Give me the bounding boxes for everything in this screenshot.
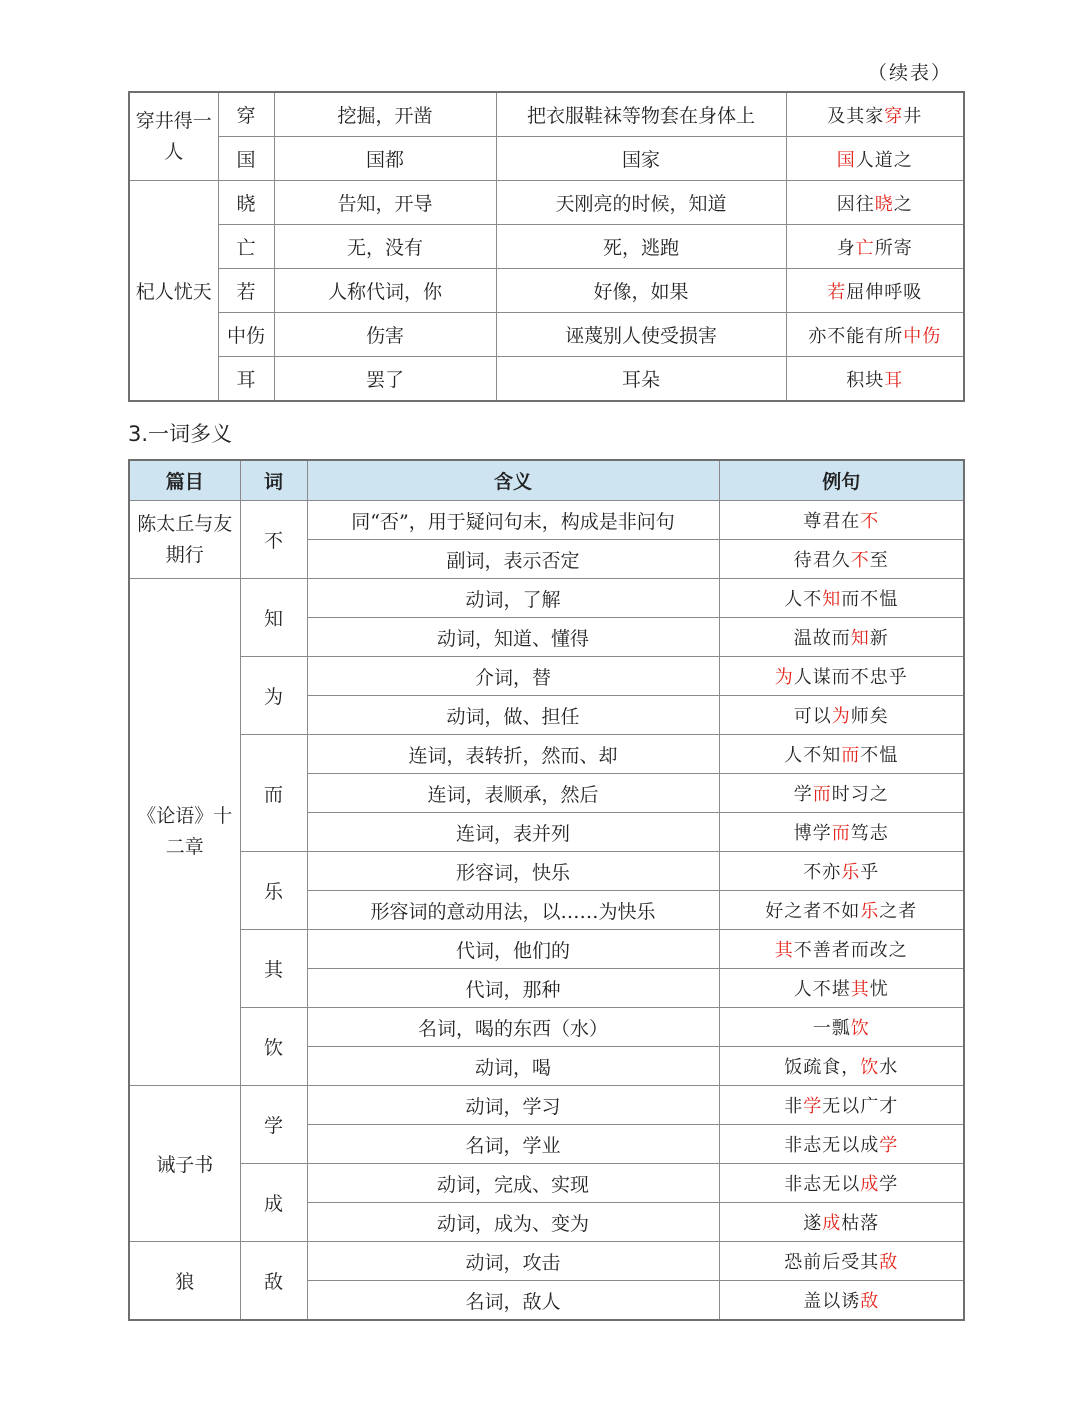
text-title-cell: 狼	[129, 1242, 240, 1321]
example-text: 不善者而改之	[793, 940, 908, 961]
example-text: 学	[879, 1174, 899, 1195]
meaning-cell: 动词，完成、实现	[307, 1164, 719, 1203]
meaning-cell: 动词，攻击	[307, 1242, 719, 1281]
example-text: 枯落	[841, 1213, 880, 1234]
word-cell: 饮	[240, 1008, 307, 1086]
example-text: 尊君在	[803, 511, 861, 532]
table-row	[129, 1008, 964, 1047]
highlighted-word: 国	[836, 149, 856, 171]
example-cell	[719, 969, 964, 1008]
highlighted-word: 而	[831, 823, 851, 844]
text-title-cell: 诫子书	[129, 1086, 240, 1242]
example-cell	[786, 269, 964, 313]
meaning-cell: 代词，他们的	[307, 930, 719, 969]
word-cell: 成	[240, 1164, 307, 1242]
highlighted-word: 若	[827, 281, 847, 303]
modern-meaning-cell: 死，逃跑	[496, 225, 786, 269]
table-row	[129, 225, 964, 269]
word-cell: 若	[218, 269, 274, 313]
example-text: 不愠	[860, 745, 899, 766]
example-cell	[719, 930, 964, 969]
word-cell: 耳	[218, 357, 274, 402]
example-text: 好之者不如	[765, 901, 861, 922]
word-cell: 穿	[218, 92, 274, 137]
text-title-cell: 《论语》十二章	[129, 579, 240, 1086]
highlighted-word: 不	[850, 550, 870, 571]
highlighted-word: 晓	[874, 193, 894, 215]
example-cell	[719, 657, 964, 696]
table-row	[129, 579, 964, 618]
highlighted-word: 饮	[860, 1057, 880, 1078]
polysemy-table	[128, 459, 965, 1321]
table-row	[129, 852, 964, 891]
highlighted-word: 而	[841, 745, 861, 766]
highlighted-word: 学	[879, 1135, 899, 1156]
modern-meaning-cell: 国家	[496, 137, 786, 181]
example-text: 时习之	[831, 784, 889, 805]
meaning-cell: 连词，表并列	[307, 813, 719, 852]
section-title: 3.一词多义	[128, 422, 233, 446]
highlighted-word: 亡	[855, 237, 875, 259]
example-text: 积块	[846, 369, 885, 391]
table-row	[129, 501, 964, 540]
meaning-cell: 副词，表示否定	[307, 540, 719, 579]
highlighted-word: 知	[822, 589, 842, 610]
table-row	[129, 92, 964, 137]
highlighted-word: 耳	[884, 369, 904, 391]
example-cell	[719, 1164, 964, 1203]
example-text: 无以广才	[822, 1096, 899, 1117]
meaning-cell: 动词，成为、变为	[307, 1203, 719, 1242]
ancient-meaning-cell: 人称代词，你	[274, 269, 496, 313]
continued-table-label: （续表）	[867, 62, 952, 84]
example-text: 遂	[803, 1213, 823, 1234]
example-cell	[719, 696, 964, 735]
example-text: 盖以诱	[803, 1291, 861, 1312]
highlighted-word: 学	[803, 1096, 823, 1117]
table-row	[129, 357, 964, 402]
table-row	[129, 181, 964, 225]
table-row	[129, 137, 964, 181]
highlighted-word: 乐	[841, 862, 861, 883]
word-cell: 晓	[218, 181, 274, 225]
example-cell	[719, 852, 964, 891]
example-text: 因往	[836, 193, 875, 215]
highlighted-word: 知	[850, 628, 870, 649]
word-cell: 学	[240, 1086, 307, 1164]
highlighted-word: 为	[774, 667, 794, 688]
example-cell	[719, 1203, 964, 1242]
meaning-cell: 同“否”，用于疑问句末，构成是非问句	[307, 501, 719, 540]
example-text: 非志无以	[784, 1174, 861, 1195]
word-cell: 敌	[240, 1242, 307, 1321]
header-example: 例句	[719, 460, 964, 501]
meaning-cell: 形容词的意动用法，以……为快乐	[307, 891, 719, 930]
modern-meaning-cell: 耳朵	[496, 357, 786, 402]
ancient-modern-meaning-table	[128, 91, 965, 402]
example-text: 之	[893, 193, 913, 215]
highlighted-word: 成	[822, 1213, 842, 1234]
example-text: 水	[879, 1057, 899, 1078]
ancient-meaning-cell: 告知，开导	[274, 181, 496, 225]
meaning-cell: 动词，学习	[307, 1086, 719, 1125]
example-cell	[719, 774, 964, 813]
word-cell: 为	[240, 657, 307, 735]
example-cell	[719, 579, 964, 618]
example-text: 而不愠	[841, 589, 899, 610]
example-cell	[719, 813, 964, 852]
example-text: 身	[836, 237, 856, 259]
meaning-cell: 名词，学业	[307, 1125, 719, 1164]
example-cell	[786, 92, 964, 137]
highlighted-word: 敌	[879, 1252, 899, 1273]
text-title-cell: 穿井得一人	[129, 92, 218, 181]
meaning-cell: 介词，替	[307, 657, 719, 696]
example-cell	[719, 1008, 964, 1047]
word-cell: 国	[218, 137, 274, 181]
table-row	[129, 1164, 964, 1203]
example-text: 井	[903, 105, 923, 127]
example-text: 乎	[860, 862, 880, 883]
example-text: 新	[869, 628, 889, 649]
example-text: 人道之	[855, 149, 913, 171]
example-text: 学	[793, 784, 813, 805]
highlighted-word: 中伤	[903, 325, 942, 347]
table-row	[129, 1242, 964, 1281]
example-text: 忧	[869, 979, 889, 1000]
example-text: 不亦	[803, 862, 842, 883]
example-text: 人不知	[784, 745, 842, 766]
highlighted-word: 为	[831, 706, 851, 727]
example-cell	[719, 1281, 964, 1321]
example-text: 人谋而不忠乎	[793, 667, 908, 688]
highlighted-word: 乐	[860, 901, 880, 922]
example-text: 恐前后受其	[784, 1252, 880, 1273]
modern-meaning-cell: 好像，如果	[496, 269, 786, 313]
example-text: 师矣	[850, 706, 889, 727]
text-title-cell: 杞人忧天	[129, 181, 218, 402]
example-text: 屈伸呼吸	[846, 281, 923, 303]
example-cell	[719, 501, 964, 540]
table-row	[129, 269, 964, 313]
example-text: 人不	[784, 589, 823, 610]
header-text: 篇目	[129, 460, 240, 501]
example-cell	[719, 540, 964, 579]
ancient-meaning-cell: 国都	[274, 137, 496, 181]
example-cell	[719, 1242, 964, 1281]
word-cell: 不	[240, 501, 307, 579]
example-text: 笃志	[850, 823, 889, 844]
example-cell	[786, 137, 964, 181]
word-cell: 其	[240, 930, 307, 1008]
example-text: 非	[784, 1096, 804, 1117]
example-text: 待君久	[793, 550, 851, 571]
word-cell: 中伤	[218, 313, 274, 357]
example-cell	[786, 181, 964, 225]
example-cell	[719, 1125, 964, 1164]
example-text: 一瓢	[812, 1018, 851, 1039]
example-text: 温故而	[793, 628, 851, 649]
word-cell: 知	[240, 579, 307, 657]
header-word: 词	[240, 460, 307, 501]
example-text: 非志无以成	[784, 1135, 880, 1156]
example-cell	[719, 1047, 964, 1086]
example-text: 亦不能有所	[808, 325, 904, 347]
meaning-cell: 动词，了解	[307, 579, 719, 618]
example-text: 之者	[879, 901, 918, 922]
highlighted-word: 其	[774, 940, 794, 961]
table-row	[129, 735, 964, 774]
word-cell: 亡	[218, 225, 274, 269]
example-cell	[786, 313, 964, 357]
modern-meaning-cell: 把衣服鞋袜等物套在身体上	[496, 92, 786, 137]
modern-meaning-cell: 天刚亮的时候，知道	[496, 181, 786, 225]
word-cell: 乐	[240, 852, 307, 930]
table-row	[129, 657, 964, 696]
modern-meaning-cell: 诬蔑别人使受损害	[496, 313, 786, 357]
example-text: 饭疏食，	[784, 1057, 861, 1078]
highlighted-word: 敌	[860, 1291, 880, 1312]
example-cell	[719, 735, 964, 774]
table-header-row	[129, 460, 964, 501]
ancient-meaning-cell: 无，没有	[274, 225, 496, 269]
meaning-cell: 动词，喝	[307, 1047, 719, 1086]
highlighted-word: 而	[812, 784, 832, 805]
highlighted-word: 饮	[850, 1018, 870, 1039]
text-title-cell: 陈太丘与友期行	[129, 501, 240, 579]
example-cell	[719, 618, 964, 657]
table-row	[129, 1086, 964, 1125]
example-text: 可以	[793, 706, 832, 727]
meaning-cell: 形容词，快乐	[307, 852, 719, 891]
example-text: 至	[869, 550, 889, 571]
example-text: 及其家	[827, 105, 885, 127]
meaning-cell: 名词，喝的东西（水）	[307, 1008, 719, 1047]
example-text: 所寄	[874, 237, 913, 259]
meaning-cell: 名词，敌人	[307, 1281, 719, 1321]
meaning-cell: 连词，表转折，然而、却	[307, 735, 719, 774]
ancient-meaning-cell: 罢了	[274, 357, 496, 402]
ancient-meaning-cell: 挖掘，开凿	[274, 92, 496, 137]
example-cell	[719, 891, 964, 930]
meaning-cell: 动词，知道、懂得	[307, 618, 719, 657]
meaning-cell: 动词，做、担任	[307, 696, 719, 735]
highlighted-word: 不	[860, 511, 880, 532]
ancient-meaning-cell: 伤害	[274, 313, 496, 357]
word-cell: 而	[240, 735, 307, 852]
table-row	[129, 313, 964, 357]
example-cell	[719, 1086, 964, 1125]
meaning-cell: 代词，那种	[307, 969, 719, 1008]
highlighted-word: 其	[850, 979, 870, 1000]
example-cell	[786, 357, 964, 402]
meaning-cell: 连词，表顺承，然后	[307, 774, 719, 813]
highlighted-word: 穿	[884, 105, 904, 127]
example-text: 博学	[793, 823, 832, 844]
example-text: 人不堪	[793, 979, 851, 1000]
example-cell	[786, 225, 964, 269]
table-row	[129, 930, 964, 969]
highlighted-word: 成	[860, 1174, 880, 1195]
header-meaning: 含义	[307, 460, 719, 501]
